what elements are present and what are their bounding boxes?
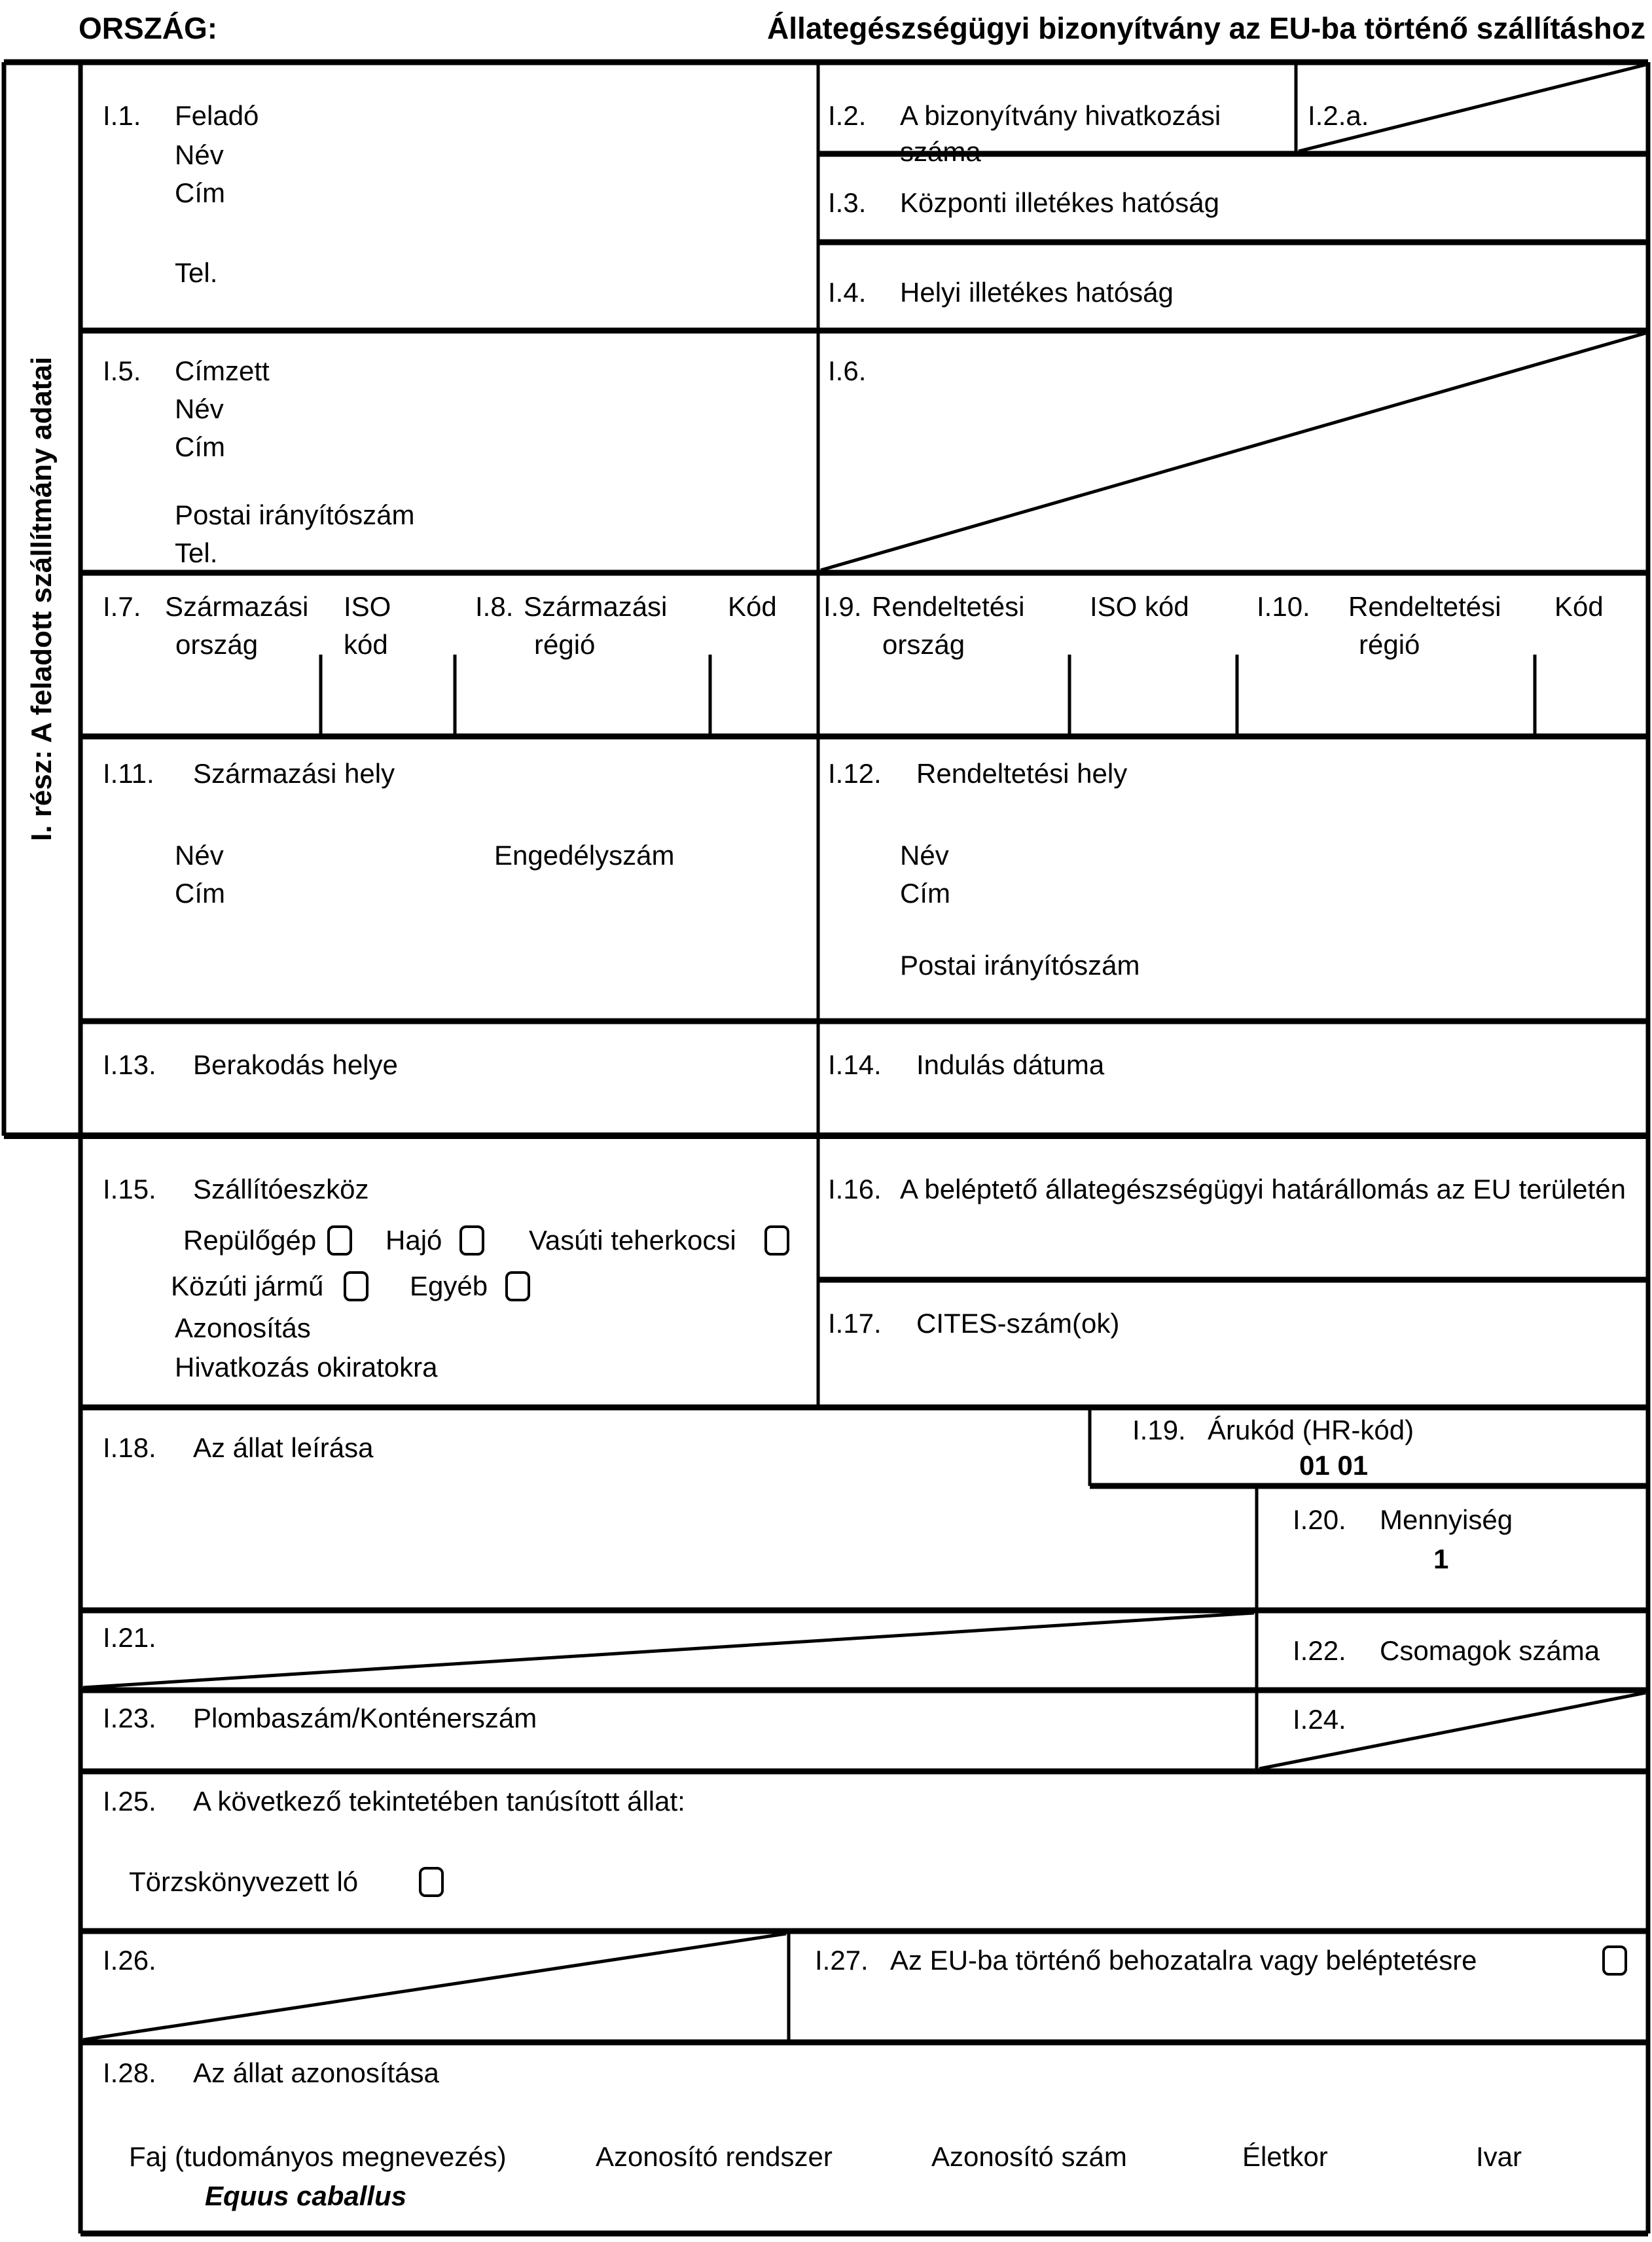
diagonal-i21 <box>83 1613 1254 1688</box>
field-i10-line2: régió <box>1359 629 1420 660</box>
checkbox-label-repulogep: Repülőgép <box>183 1225 317 1256</box>
field-i22-text: Csomagok száma <box>1380 1635 1600 1666</box>
field-i12-num: I.12. <box>828 758 882 789</box>
field-i2a-num: I.2.a. <box>1308 100 1369 131</box>
field-i7-line2: ország <box>175 629 259 660</box>
field-i25-text: A következő tekintetében tanúsított állat: <box>193 1786 685 1817</box>
sidebar-part1 <box>4 62 81 1136</box>
field-i8-num: I.8. <box>475 591 514 622</box>
column-label-eletkor: Életkor <box>1242 2141 1328 2172</box>
field-i7-iso1: ISO <box>344 591 391 622</box>
field-i16-text: A beléptető állategészségügyi határállomás az EU területén <box>900 1174 1626 1204</box>
field-i20-value: 1 <box>1433 1544 1449 1574</box>
field-i7-iso2: kód <box>344 629 388 660</box>
field-i19-value: 01 01 <box>1299 1450 1369 1481</box>
field-i7-line1: Származási <box>165 591 309 622</box>
diagonal-i6 <box>821 333 1645 570</box>
field-i24-num: I.24. <box>1293 1704 1346 1735</box>
field-i9-num: I.9. <box>823 591 862 622</box>
checkbox-vasuti-teherkocsi[interactable] <box>764 1225 789 1256</box>
checkbox-label-hajo: Hajó <box>386 1225 442 1256</box>
field-i2-num: I.2. <box>828 100 867 131</box>
field-i10-kod: Kód <box>1554 591 1604 622</box>
field-i5-tel: Tel. <box>175 537 218 568</box>
field-i11-title: Származási hely <box>193 758 395 789</box>
field-i17-num: I.17. <box>828 1308 882 1339</box>
field-i8-line2: régió <box>534 629 596 660</box>
field-i12-cim: Cím <box>900 878 950 909</box>
page-title: Állategészségügyi bizonyítvány az EU-ba történő szállításhoz <box>767 11 1645 45</box>
field-i15-num: I.15. <box>103 1174 156 1204</box>
field-i8-line1: Származási <box>524 591 668 622</box>
checkbox-i27-behozatal[interactable] <box>1602 1945 1627 1976</box>
field-i12-nev: Név <box>900 840 949 871</box>
column-label-ivar: Ivar <box>1476 2141 1522 2172</box>
field-i10-num: I.10. <box>1257 591 1310 622</box>
field-i20-text: Mennyiség <box>1380 1504 1513 1535</box>
field-i25-num: I.25. <box>103 1786 156 1817</box>
field-i19-num: I.19. <box>1132 1415 1186 1445</box>
field-i19-text: Árukód (HR-kód) <box>1208 1415 1414 1445</box>
field-i1-num: I.1. <box>103 100 141 131</box>
field-i23-num: I.23. <box>103 1703 156 1733</box>
field-i28-species: Equus caballus <box>205 2180 407 2211</box>
field-i15-azonositas: Azonosítás <box>175 1312 311 1343</box>
diagonal-i26 <box>83 1934 786 2040</box>
field-i4-num: I.4. <box>828 277 867 308</box>
field-i5-postai: Postai irányítószám <box>175 499 415 530</box>
field-i11-cim: Cím <box>175 878 225 909</box>
country-label: ORSZÁG: <box>79 11 218 45</box>
field-i17-text: CITES-szám(ok) <box>916 1308 1120 1339</box>
field-i2-text: A bizonyítvány hivatkozási száma <box>900 100 1221 167</box>
field-i1-tel: Tel. <box>175 257 218 288</box>
field-i27-num: I.27. <box>815 1945 869 1976</box>
field-i9-line1: Rendeltetési <box>872 591 1025 622</box>
field-i11-engedely: Engedélyszám <box>494 840 675 871</box>
field-i8-kod: Kód <box>728 591 777 622</box>
field-i14-text: Indulás dátuma <box>916 1049 1105 1080</box>
field-i18-num: I.18. <box>103 1432 156 1463</box>
checkbox-egyeb[interactable] <box>505 1271 530 1301</box>
field-i10-line1: Rendeltetési <box>1348 591 1501 622</box>
field-i5-title: Címzett <box>175 355 270 386</box>
field-i27-text: Az EU-ba történő behozatalra vagy beléptetésre <box>890 1945 1477 1976</box>
field-i26-num: I.26. <box>103 1945 156 1976</box>
field-i16-num: I.16. <box>828 1174 882 1204</box>
field-i28-text: Az állat azonosítása <box>193 2057 439 2088</box>
column-label-azonosito-szam: Azonosító szám <box>931 2141 1127 2172</box>
field-i1-cim: Cím <box>175 177 225 208</box>
field-i13-num: I.13. <box>103 1049 156 1080</box>
column-label-azonosito-rendszer: Azonosító rendszer <box>596 2141 833 2172</box>
field-i15-hivatkozas: Hivatkozás okiratokra <box>175 1352 438 1383</box>
field-i12-title: Rendeltetési hely <box>916 758 1128 789</box>
field-i5-cim: Cím <box>175 431 225 462</box>
field-i28-num: I.28. <box>103 2057 156 2088</box>
field-i12-postai: Postai irányítószám <box>900 950 1140 981</box>
field-i21-num: I.21. <box>103 1622 156 1653</box>
checkbox-repulogep[interactable] <box>327 1225 352 1256</box>
checkbox-kozuti-jarmu[interactable] <box>344 1271 368 1301</box>
field-i23-text: Plombaszám/Konténerszám <box>193 1703 537 1733</box>
sidebar-part1-label: I. rész: A feladott szállítmány adatai <box>26 356 58 842</box>
field-i13-text: Berakodás helye <box>193 1049 398 1080</box>
field-i6-num: I.6. <box>828 355 867 386</box>
field-i15-title: Szállítóeszköz <box>193 1174 369 1204</box>
field-i14-num: I.14. <box>828 1049 882 1080</box>
checkbox-label-vasuti: Vasúti teherkocsi <box>529 1225 736 1256</box>
field-i11-num: I.11. <box>103 758 154 789</box>
checkbox-label-egyeb: Egyéb <box>410 1271 488 1301</box>
field-i20-num: I.20. <box>1293 1504 1346 1535</box>
field-i9-iso: ISO kód <box>1090 591 1189 622</box>
field-i7-num: I.7. <box>103 591 141 622</box>
field-i9-line2: ország <box>882 629 965 660</box>
field-i11-nev: Név <box>175 840 224 871</box>
checkbox-label-kozuti: Közúti jármű <box>171 1271 324 1301</box>
field-i22-num: I.22. <box>1293 1635 1346 1666</box>
checkbox-label-torzskonyvezett-lo: Törzskönyvezett ló <box>129 1866 359 1897</box>
checkbox-hajo[interactable] <box>459 1225 484 1256</box>
field-i5-nev: Név <box>175 393 224 424</box>
field-i4-text: Helyi illetékes hatóság <box>900 277 1174 308</box>
column-label-faj: Faj (tudományos megnevezés) <box>129 2141 507 2172</box>
field-i18-text: Az állat leírása <box>193 1432 374 1463</box>
field-i5-num: I.5. <box>103 355 141 386</box>
field-i3-num: I.3. <box>828 187 867 218</box>
checkbox-torzskonyvezett-lo[interactable] <box>419 1867 444 1897</box>
field-i1-nev: Név <box>175 139 224 170</box>
field-i1-title: Feladó <box>175 100 259 131</box>
field-i3-text: Központi illetékes hatóság <box>900 187 1219 218</box>
